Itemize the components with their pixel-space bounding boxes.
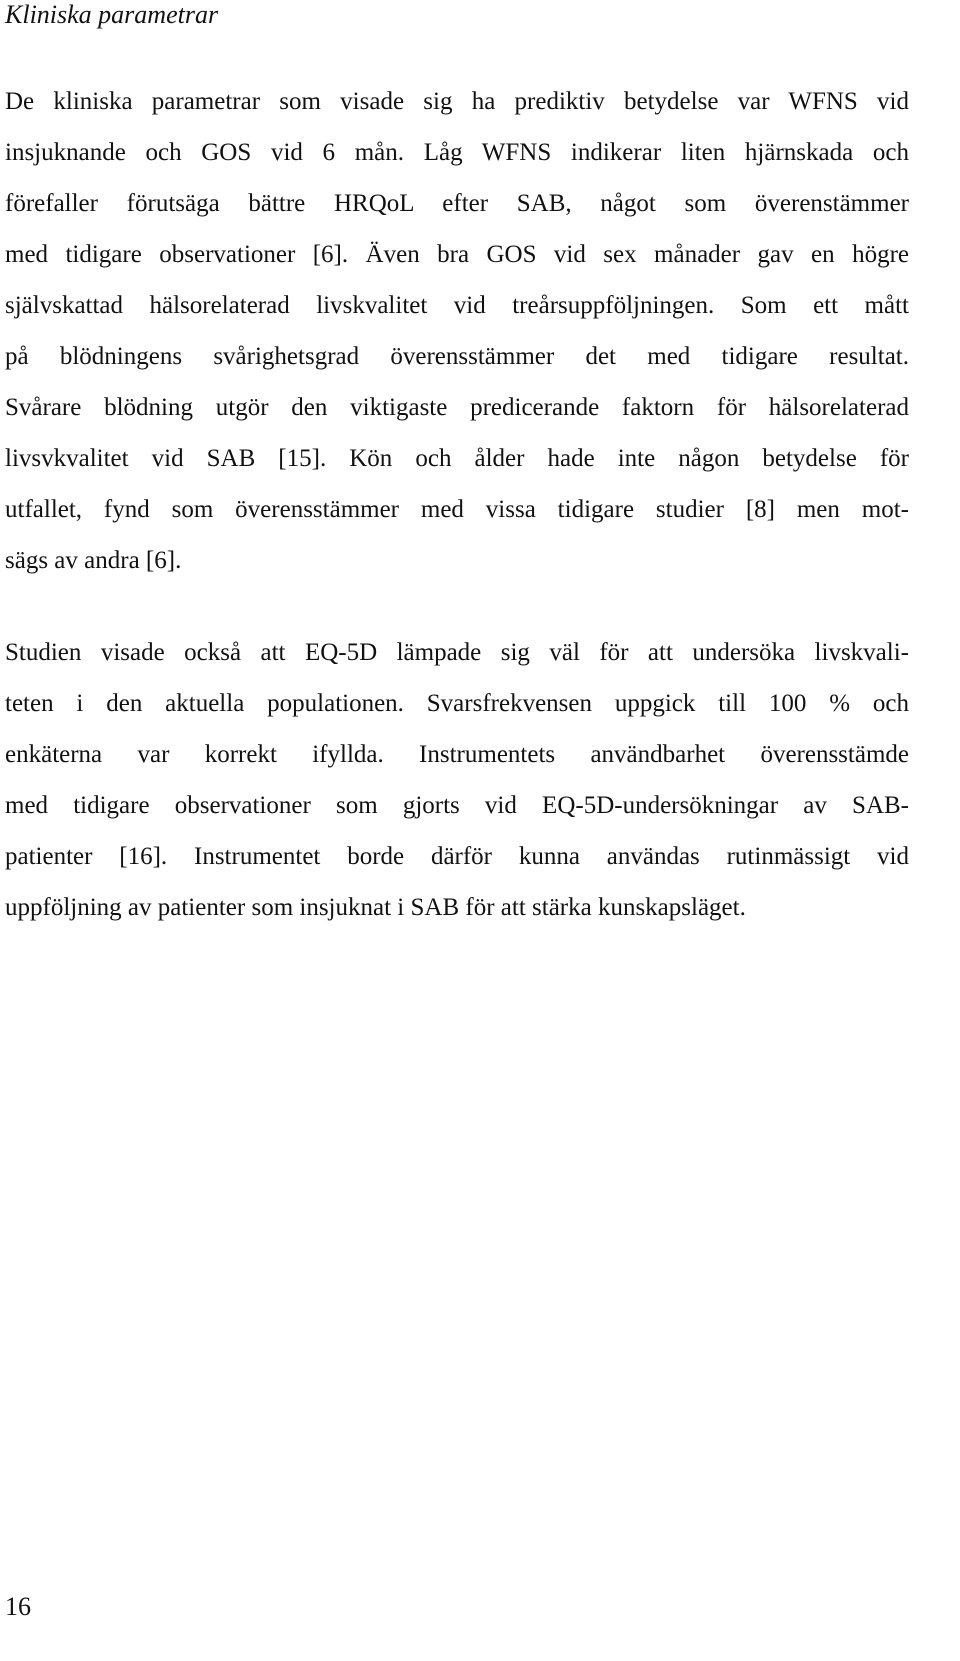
section-heading: Kliniska parametrar: [5, 0, 219, 29]
paragraph-line: med tidigare observationer [6]. Även bra GOS vid sex månader gav en högre: [5, 241, 909, 268]
paragraph-line: enkäterna var korrekt ifyllda. Instrumentets användbarhet överensstämde: [5, 741, 909, 768]
paragraph-line: patienter [16]. Instrumentet borde därför kunna användas rutinmässigt vid: [5, 843, 909, 870]
paragraph-line: självskattad hälsorelaterad livskvalitet vid treårsuppföljningen. Som ett mått: [5, 292, 909, 319]
paragraph-line: sägs av andra [6].: [5, 547, 182, 574]
paragraph-line: Svårare blödning utgör den viktigaste predicerande faktorn för hälsorelaterad: [5, 394, 909, 421]
paragraph-line: på blödningens svårighetsgrad överensstämmer det med tidigare resultat.: [5, 343, 909, 370]
paragraph-line: utfallet, fynd som överensstämmer med vissa tidigare studier [8] men mot-: [5, 496, 909, 523]
paragraph-line: förefaller förutsäga bättre HRQoL efter SAB, något som överenstämmer: [5, 190, 909, 217]
page-number: 16: [5, 1592, 31, 1621]
paragraph-2: [5, 627, 909, 933]
paragraph-1: [5, 76, 909, 586]
paragraph-line: med tidigare observationer som gjorts vid EQ-5D-undersökningar av SAB-: [5, 792, 909, 819]
paragraph-line: Studien visade också att EQ-5D lämpade sig väl för att undersöka livskvali-: [5, 639, 909, 666]
paragraph-line: uppföljning av patienter som insjuknat i SAB för att stärka kunskapsläget.: [5, 894, 746, 921]
paragraph-line: De kliniska parametrar som visade sig ha prediktiv betydelse var WFNS vid: [5, 88, 909, 115]
paragraph-line: teten i den aktuella populationen. Svarsfrekvensen uppgick till 100 % och: [5, 690, 909, 717]
paragraph-line: insjuknande och GOS vid 6 mån. Låg WFNS indikerar liten hjärnskada och: [5, 139, 909, 166]
paragraph-line: livsvkvalitet vid SAB [15]. Kön och ålder hade inte någon betydelse för: [5, 445, 909, 472]
